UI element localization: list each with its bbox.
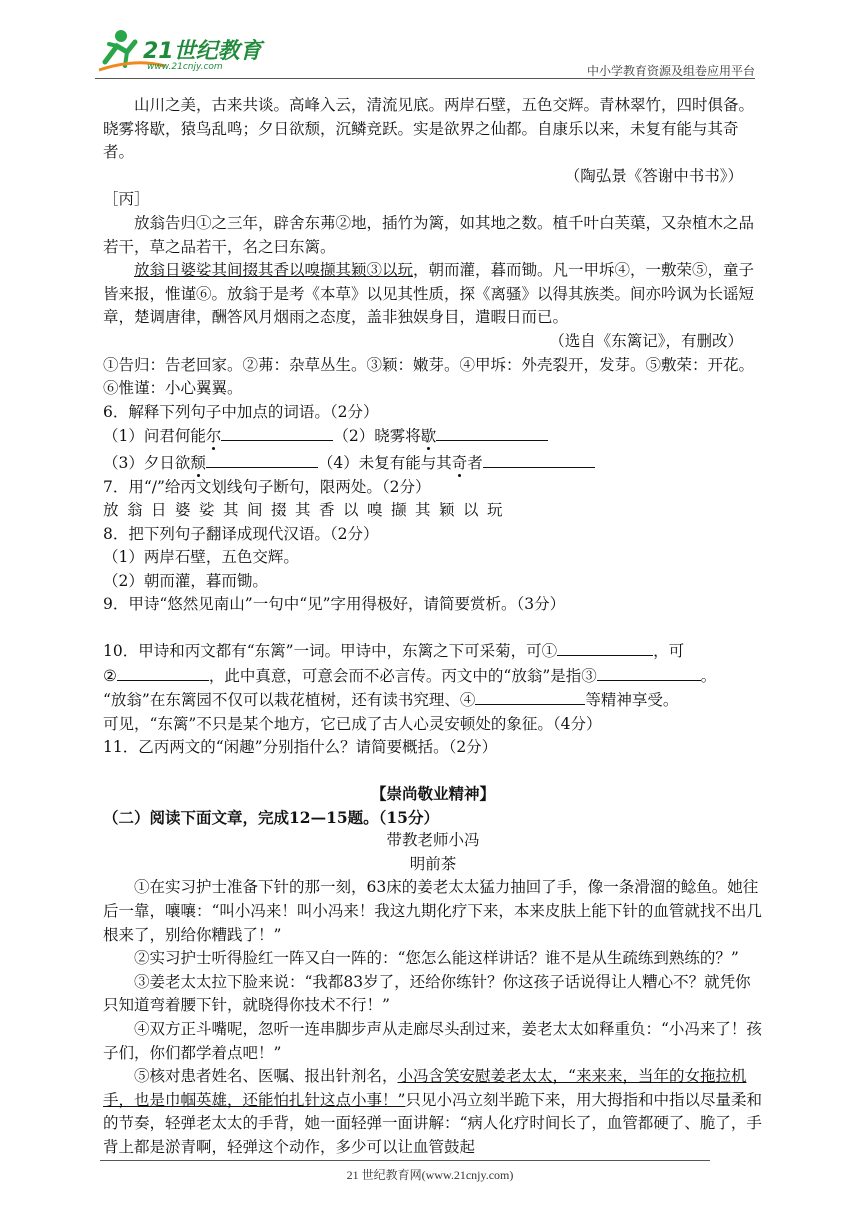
article-paragraph-1: ①在实习护士准备下针的那一刻，63床的姜老太太猛力抽回了手，像一条滑溜的鲶鱼。她往后一靠，嚷嚷：“叫小冯来！叫小冯来！我这九期化疗下来，本来皮肤上能下针的血管就找不出几根来了，别给你糟践了！” <box>103 878 762 944</box>
section-title: 【崇尚敬业精神】 <box>370 784 495 804</box>
page-footer: 21 世纪教育网(www.21cnjy.com) <box>346 1168 514 1182</box>
answer-blank[interactable] <box>597 664 701 681</box>
answer-space <box>103 617 763 639</box>
section-intro: （二）阅读下面文章，完成12—15题。（15分） <box>103 807 439 827</box>
answer-blank[interactable] <box>436 424 548 441</box>
page-header <box>95 22 755 82</box>
question-10-line2: ② ，此中真意，可意会而不必言传。丙文中的“放翁”是指③ 。 <box>103 664 763 689</box>
question-8-stem: 8．把下列句子翻译成现代汉语。（2分） <box>103 524 379 543</box>
question-9-stem: 9．甲诗“悠然见南山”一句中“见”字用得极好，请简要赏析。（3分） <box>103 595 566 614</box>
article-paragraph-5: ⑤核对患者姓名、医嘱、报出针剂名，小冯含笑安慰姜老太太，“来来来，当年的女拖拉机手，也是巾帼英雄，还能怕扎针这点小事！”只见小冯立刻半跪下来，用大拇指和中指以尽量柔和的节奏，轻弹老太太的手背，她一面轻弹一面讲解：“病人化疗时间长了，血管都硬了、脆了，手背上都是淤青啊，轻弹这个动作，多少可以让血管鼓起 <box>103 1067 762 1156</box>
question-8-item1: （1）两岸石壁，五色交辉。 <box>103 548 299 567</box>
answer-space <box>103 760 763 774</box>
header-divider <box>95 78 755 79</box>
underlined-sentence: 小冯含笑安慰姜老太太，“来来来，当年的女拖拉机手，也是巾帼英雄，还能怕扎针这点小事！” <box>103 1067 747 1109</box>
underlined-sentence: 放翁日婆娑其间掇其香以嗅撷其颖③以玩 <box>134 261 414 280</box>
article-paragraph-4: ④双方正斗嘴呢，忽听一连串脚步声从走廊尽头刮过来，姜老太太如释重负：“小冯来了！孩子们，你们都学着点吧！” <box>103 1019 762 1062</box>
annotations: ①告归：告老回家。②茀：杂草丛生。③颖：嫩芽。④甲坼：外壳裂开，发芽。⑤敷荣：开花。⑥惟谨：小心翼翼。 <box>103 355 755 398</box>
passage-yi: 山川之美，古来共谈。高峰入云，清流见底。两岸石壁，五色交辉。青林翠竹，四时俱备。晓雾将歇，猿鸟乱鸣；夕日欲颓，沉鳞竞跃。实是欲界之仙都。自康乐以来，未复有能与其奇者。 <box>103 96 755 162</box>
document-body <box>103 94 763 1160</box>
footer-divider <box>100 1160 710 1161</box>
question-10-line3: “放翁”在东篱园不仅可以栽花植树，还有读书究理、④ 等精神享受。 <box>103 688 763 713</box>
logo <box>95 22 275 77</box>
question-10-line4: 可见，“东篱”不只是某个地方，它已成了古人心灵安顿处的象征。（4分） <box>103 714 602 733</box>
logo-main-text: 21世纪教育 <box>143 39 262 64</box>
passage-bing-label: ［丙］ <box>103 190 150 209</box>
platform-name: 中小学教育资源及组卷应用平台 <box>586 64 755 78</box>
question-7-sentence: 放翁日婆娑其间掇其香以嗅撷其颖以玩 <box>103 501 512 520</box>
question-7-stem: 7．用“/”给丙文划线句子断句，限两处。（2分） <box>103 477 431 496</box>
passage-bing-p2: 放翁日婆娑其间掇其香以嗅撷其颖③以玩，朝而灌，暮而锄。凡一甲坼④，一敷荣⑤，童子皆来报，惟谨⑥。放翁于是考《本草》以见其性质，探《离骚》以得其族类。间亦吟讽为长谣短章，楚调唐律，酬答风月烟雨之态度，盖非独娱身目，遣暇日而已。 <box>103 261 755 327</box>
article-title: 带教老师小冯 <box>386 831 480 850</box>
question-10-line1: 10．甲诗和丙文都有“东篱”一词。甲诗中，东篱之下可采菊，可① ，可 <box>103 639 763 664</box>
article-author: 明前茶 <box>409 854 457 873</box>
passage-bing-p1: 放翁告归①之三年，辟舍东茀②地，插竹为篱，如其地之数。植千叶白芙蕖，又杂植木之品若干，草之品若干，名之曰东篱。 <box>103 213 755 256</box>
question-6-stem: 6．解释下列句子中加点的词语。（2分） <box>103 402 379 421</box>
question-6-row2: （3）夕日欲颓 （4）未复有能与其奇者 <box>103 451 763 476</box>
answer-blank[interactable] <box>206 451 318 468</box>
answer-blank[interactable] <box>557 639 653 656</box>
article-paragraph-2: ②实习护士听得脸红一阵又白一阵的：“您怎么能这样讲话？谁不是从生疏练到熟练的？” <box>134 949 739 968</box>
answer-blank[interactable] <box>483 451 595 468</box>
answer-blank[interactable] <box>117 664 209 681</box>
question-8-item2: （2）朝而灌，暮而锄。 <box>103 571 268 590</box>
answer-blank[interactable] <box>221 424 333 441</box>
question-6-row1: （1）问君何能尔 （2）晓雾将歇 <box>103 424 763 449</box>
logo-sub-text: www.21cnjy.com <box>147 62 223 72</box>
question-11-stem: 11．乙丙两文的“闲趣”分别指什么？请简要概括。（2分） <box>103 738 498 757</box>
passage-bing-source: （选自《东篱记》，有删改） <box>549 331 743 350</box>
article-paragraph-3: ③姜老太太拉下脸来说：“我都83岁了，还给你练针？你这孩子话说得让人糟心不？就凭你只知道弯着腰下针，就晓得你技术不行！” <box>103 972 751 1015</box>
answer-blank[interactable] <box>475 688 585 705</box>
passage-yi-source: （陶弘景《答谢中书书》） <box>564 166 743 185</box>
